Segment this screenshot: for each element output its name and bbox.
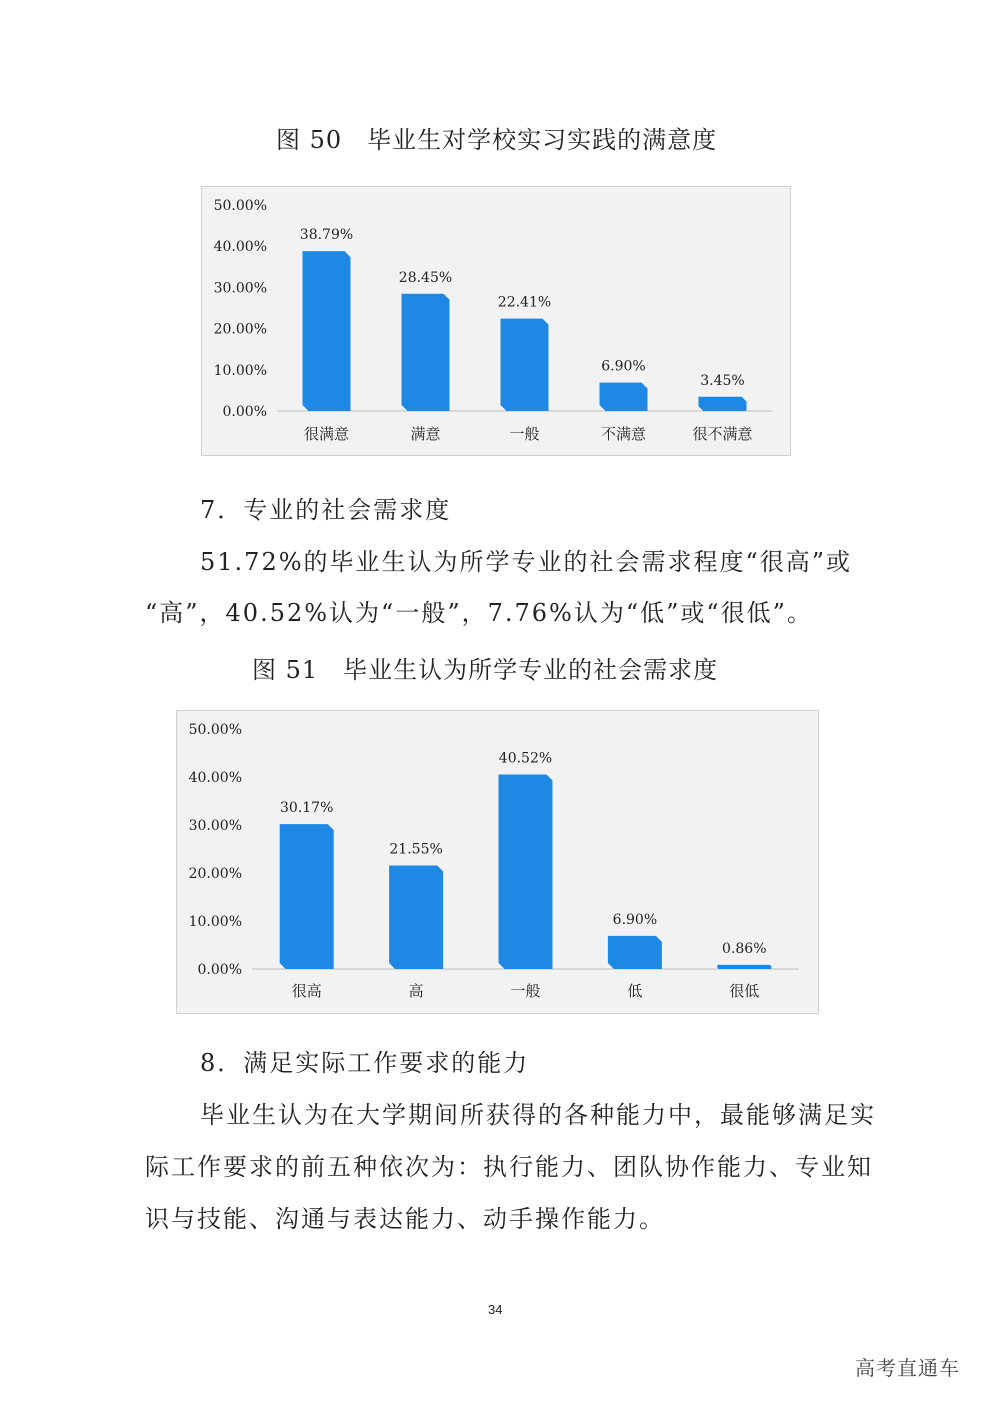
y-tick-label: 40.00%: [213, 239, 267, 256]
y-tick-label: 30.00%: [213, 280, 267, 297]
bar: [280, 824, 334, 969]
x-tick-label: 很满意: [303, 425, 350, 443]
section-7-paragraph-line: 51.72%的毕业生认为所学专业的社会需求程度“很高”或: [200, 548, 853, 576]
y-tick-label: 0.00%: [222, 404, 267, 420]
section-8-paragraph-line: 毕业生认为在大学期间所获得的各种能力中，最能够满足实: [200, 1101, 876, 1129]
watermark-logo-text: 高考直通车: [855, 1356, 960, 1380]
bar: [600, 383, 648, 411]
section-8-heading: 8．满足实际工作要求的能力: [200, 1049, 530, 1077]
y-tick-label: 30.00%: [188, 818, 242, 834]
figure-50-chart: [201, 186, 791, 456]
data-label: 0.86%: [722, 940, 767, 957]
y-tick-label: 50.00%: [213, 198, 267, 214]
section-7-paragraph-line: “高”，40.52%认为“一般”，7.76%认为“低”或“很低”。: [145, 599, 813, 627]
data-label: 3.45%: [700, 372, 745, 389]
x-tick-label: 不满意: [600, 425, 647, 443]
section-8-paragraph-line: 识与技能、沟通与表达能力、动手操作能力。: [145, 1205, 665, 1233]
data-label: 30.17%: [280, 800, 334, 817]
data-label: 6.90%: [601, 358, 646, 375]
page-number: 34: [488, 1302, 503, 1317]
figure-51-chart: [176, 710, 819, 1014]
x-tick-label: 一般: [510, 982, 541, 1000]
figure-51-chart-svg: [177, 711, 818, 1013]
x-tick-label: 很低: [729, 982, 760, 1000]
section-7-heading: 7．专业的社会需求度: [200, 496, 452, 524]
y-tick-label: 10.00%: [188, 914, 242, 930]
bar: [303, 251, 351, 411]
figure-51-caption: 图 51 毕业生认为所学专业的社会需求度: [252, 656, 719, 684]
y-tick-label: 20.00%: [188, 866, 242, 882]
data-label: 40.52%: [498, 750, 553, 767]
x-tick-label: 高: [408, 982, 424, 1000]
bar: [699, 397, 747, 411]
bar: [402, 294, 450, 411]
y-tick-label: 10.00%: [213, 362, 267, 379]
bar: [389, 866, 443, 969]
x-tick-label: 满意: [410, 425, 441, 443]
x-tick-label: 很不满意: [692, 425, 753, 443]
data-label: 38.79%: [299, 227, 354, 244]
bar: [499, 775, 553, 969]
data-label: 28.45%: [398, 269, 453, 286]
data-label: 6.90%: [612, 911, 658, 928]
bar: [501, 319, 549, 411]
bar: [608, 936, 662, 969]
y-tick-label: 50.00%: [188, 722, 242, 738]
bar: [717, 965, 771, 969]
figure-50-caption: 图 50 毕业生对学校实习实践的满意度: [276, 126, 718, 154]
y-tick-label: 40.00%: [188, 770, 242, 786]
data-label: 21.55%: [389, 841, 443, 858]
figure-50-chart-svg: [202, 187, 790, 455]
x-tick-label: 一般: [509, 425, 540, 443]
y-tick-label: 0.00%: [197, 962, 242, 978]
data-label: 22.41%: [497, 294, 552, 311]
y-tick-label: 20.00%: [213, 321, 267, 338]
section-8-paragraph-line: 际工作要求的前五种依次为：执行能力、团队协作能力、专业知: [145, 1153, 873, 1181]
x-tick-label: 低: [627, 982, 643, 1000]
x-tick-label: 很高: [291, 982, 322, 1000]
